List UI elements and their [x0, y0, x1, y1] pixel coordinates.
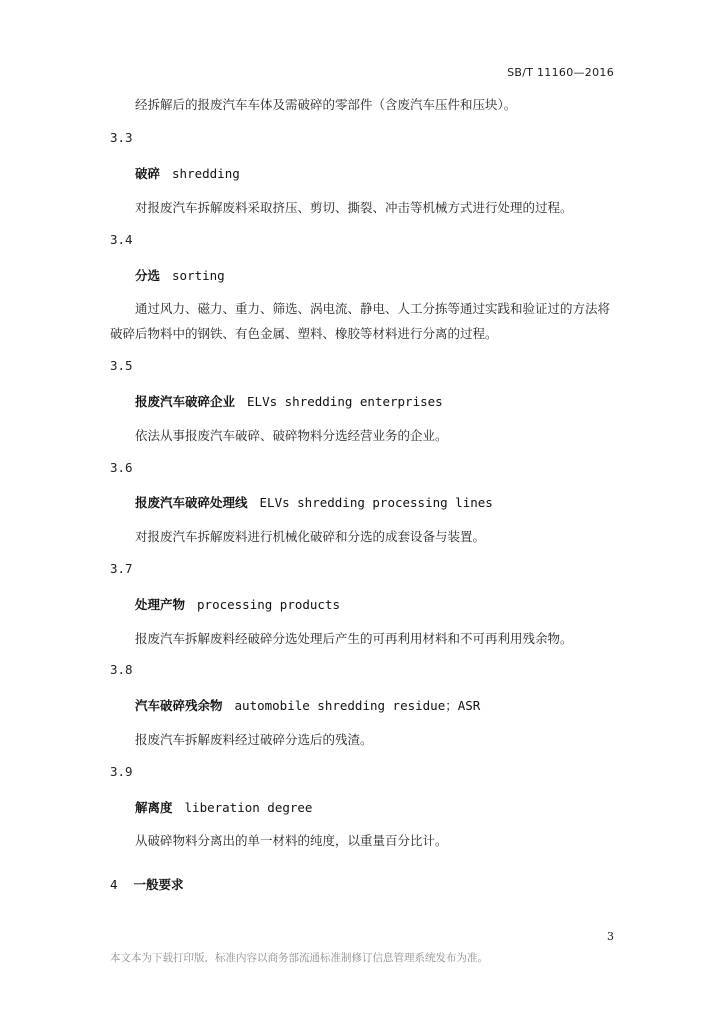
term-heading [135, 164, 240, 182]
section-number: 3.8 [110, 662, 133, 677]
term-en: sorting [172, 268, 225, 283]
term-definition: 对报废汽车拆解废料进行机械化破碎和分选的成套设备与装置。 [135, 529, 486, 544]
term-zh: 破碎 [135, 166, 161, 181]
term-en: ELVs shredding enterprises [247, 394, 443, 409]
term-definition-line1: 通过风力、磁力、重力、筛选、涡电流、静电、人工分拣等通过实践和验证过的方法将 [135, 301, 611, 316]
intro-definition-text: 经拆解后的报废汽车车体及需破碎的零部件（含废汽车压件和压块）。 [135, 97, 517, 112]
term-zh: 报废汽车破碎企业 [135, 394, 236, 409]
section-heading-title: 一般要求 [133, 877, 184, 892]
term-en: shredding [172, 166, 240, 181]
term-en: processing products [197, 597, 341, 612]
section-number: 3.6 [110, 460, 133, 475]
term-heading [135, 392, 443, 410]
page-number: 3 [607, 930, 614, 943]
term-definition: 对报废汽车拆解废料采取挤压、剪切、撕裂、冲击等机械方式进行处理的过程。 [135, 200, 573, 215]
standard-code: SB/T 11160—2016 [507, 66, 614, 79]
term-heading [135, 266, 225, 284]
section-heading [110, 875, 184, 893]
term-definition: 报废汽车拆解废料经过破碎分选后的残渣。 [135, 732, 373, 747]
term-en: automobile shredding residue；ASR [234, 698, 481, 713]
term-zh: 汽车破碎残余物 [135, 698, 223, 713]
section-heading-number: 4 [110, 877, 118, 892]
term-definition: 依法从事报废汽车破碎、破碎物料分选经营业务的企业。 [135, 428, 448, 443]
term-zh: 报废汽车破碎处理线 [135, 495, 248, 510]
term-zh: 解离度 [135, 800, 173, 815]
section-number: 3.7 [110, 561, 133, 576]
term-heading [135, 696, 480, 714]
term-zh: 处理产物 [135, 597, 186, 612]
term-definition: 从破碎物料分离出的单一材料的纯度，以重量百分比计。 [135, 833, 448, 848]
section-number: 3.9 [110, 764, 133, 779]
term-en: liberation degree [184, 800, 313, 815]
section-number: 3.3 [110, 130, 133, 145]
term-heading [135, 493, 493, 511]
section-number: 3.5 [110, 358, 133, 373]
footer-note: 本文本为下载打印版，标准内容以商务部流通标准制修订信息管理系统发布为准。 [110, 952, 488, 964]
term-definition-line2: 破碎后物料中的钢铁、有色金属、塑料、橡胶等材料进行分离的过程。 [110, 326, 498, 341]
section-number: 3.4 [110, 232, 133, 247]
term-en: ELVs shredding processing lines [259, 495, 493, 510]
term-definition: 报废汽车拆解废料经破碎分选处理后产生的可再利用材料和不可再利用残余物。 [135, 631, 573, 646]
term-heading [135, 595, 340, 613]
term-zh: 分选 [135, 268, 161, 283]
term-heading [135, 798, 312, 816]
